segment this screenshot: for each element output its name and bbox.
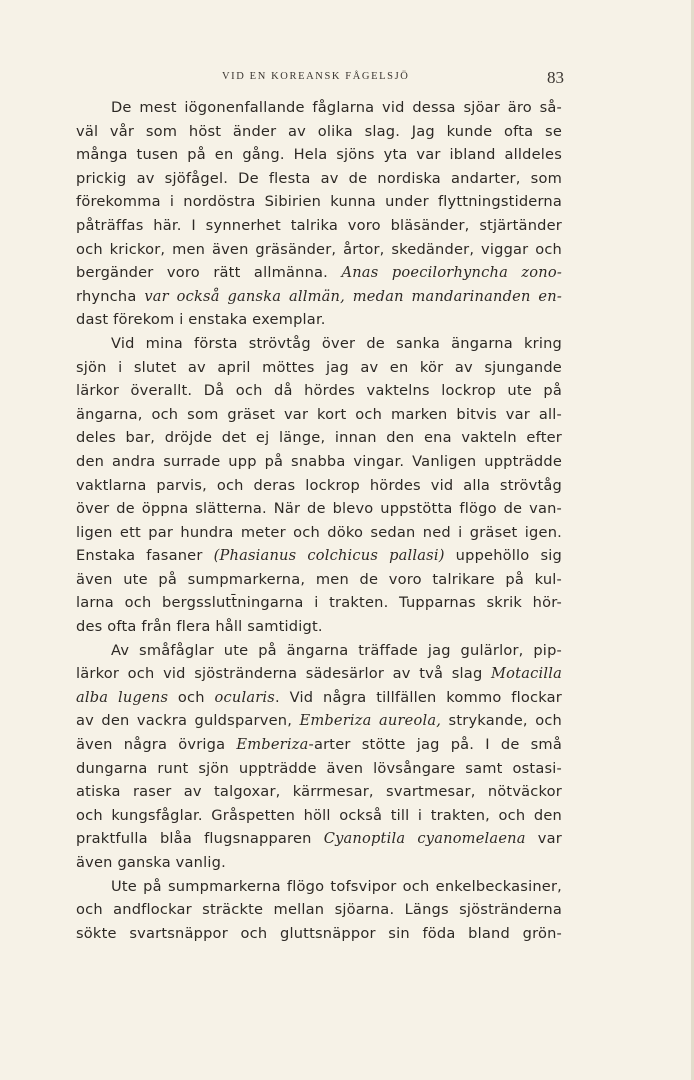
text-run: De mest iögonenfallande fåglarna vid dessa sjöar äro så- <box>111 99 562 116</box>
text-line <box>76 308 562 332</box>
text-line <box>76 238 562 262</box>
italic-text: alba lugens <box>76 688 169 706</box>
text-run: prickig av sjöfågel. De flesta av de nordiska andarter, som <box>76 169 562 187</box>
text-line <box>76 450 562 474</box>
text-run: sjön i slutet av april möttes jag av en kör av sjungande <box>76 358 562 376</box>
page-number: 83 <box>547 68 564 87</box>
text-run: och kungsfåglar. Gråspetten höll också till i trakten, och den <box>76 806 562 824</box>
text-line <box>76 544 562 568</box>
text-run: många tusen på en gång. Hela sjöns yta var ibland alldeles <box>76 146 562 164</box>
text-line <box>76 332 562 356</box>
text-run: och andflockar sträckte mellan sjöarna. Längs sjöstränderna <box>76 901 562 919</box>
text-run: ängarna, och som gräset var kort och marken bitvis var all- <box>76 405 562 423</box>
text-line <box>76 875 562 899</box>
text-line <box>76 214 562 238</box>
text-line <box>76 662 562 686</box>
italic-text: Anas poecilorhyncha zono- <box>341 264 562 282</box>
text-run: vaktlarna parvis, och deras lockrop hördes vid alla strövtåg <box>76 476 562 494</box>
text-line <box>76 143 562 167</box>
text-line <box>76 615 562 639</box>
text-run: över de öppna slätterna. När de blevo uppstötta flögo de van- <box>76 500 562 518</box>
text-line <box>76 804 562 828</box>
text-run: des ofta från flera håll samtidigt. <box>76 618 323 636</box>
text-run: rhyncha <box>76 287 137 305</box>
text-line <box>76 261 562 285</box>
italic-text: var också ganska allmän, medan mandarinanden en- <box>136 287 562 305</box>
text-line <box>76 497 562 521</box>
text-run: strykande, och <box>441 712 562 730</box>
text-run: lärkor och vid sjöstränderna sädesärlor av två slag <box>76 665 492 683</box>
text-line <box>76 591 562 615</box>
italic-text: Motacilla <box>491 665 562 683</box>
text-line <box>76 474 562 498</box>
text-line <box>76 96 562 120</box>
text-run: -arter stötte jag på. I de små <box>308 736 562 754</box>
text-line <box>76 521 562 545</box>
text-line <box>76 851 562 875</box>
text-run: lärkor överallt. Då och då hördes vaktelns lockrop ute på <box>76 382 562 400</box>
text-line <box>76 780 562 804</box>
text-run: av den vackra guldsparven, <box>76 712 300 730</box>
text-line <box>76 709 562 733</box>
text-line <box>76 379 562 403</box>
text-run: även ute på sumpmarkerna, men de voro talrikare på kul- <box>76 570 562 588</box>
text-line <box>76 898 562 922</box>
text-line <box>76 120 562 144</box>
text-line <box>76 922 562 946</box>
text-run: påträffas här. I synnerhet talrika voro bläsänder, stjärtänder <box>76 216 562 234</box>
paragraph <box>76 332 562 639</box>
text-line <box>76 757 562 781</box>
text-run: den andra surrade upp på snabba vingar. Vanligen uppträdde <box>76 452 562 470</box>
italic-text: Emberiza aureola, <box>299 712 442 730</box>
text-run: Ute på sumpmarkerna flögo tofsvipor och enkelbeckasiner, <box>111 877 562 895</box>
text-run: Vid mina första strövtåg över de sanka ängarna kring <box>111 334 562 352</box>
text-line <box>76 167 562 191</box>
text-run: praktfulla blåa flugsnapparen <box>76 830 324 848</box>
text-run: Av småfåglar ute på ängarna träffade jag gulärlor, pip- <box>111 641 562 659</box>
text-run: sökte svartsnäppor och gluttsnäppor sin föda bland grön- <box>76 924 562 942</box>
body-text <box>76 96 562 945</box>
text-run: var <box>525 830 562 848</box>
paragraph <box>76 96 562 332</box>
text-run: deles bar, dröjde det ej länge, innan den ena vakteln efter <box>76 429 562 447</box>
text-run: även ganska vanlig. <box>76 854 226 871</box>
text-run: även några övriga <box>76 736 237 754</box>
text-line <box>76 639 562 663</box>
paragraph <box>76 875 562 946</box>
text-run: Enstaka fasaner <box>76 547 214 565</box>
text-run: förekomma i nordöstra Sibirien kunna under flyttningstiderna <box>76 193 562 211</box>
text-run: och krickor, men även gräsänder, årtor, skedänder, viggar och <box>76 240 562 258</box>
text-line <box>76 426 562 450</box>
running-head: VID EN KOREANSK FÅGELSJÖ <box>222 71 410 82</box>
italic-text: ocularis <box>214 688 275 706</box>
text-line <box>76 686 562 710</box>
text-run: dast förekom i enstaka exemplar. <box>76 311 326 329</box>
text-line <box>76 568 562 592</box>
text-line <box>76 356 562 380</box>
text-run: larna och bergsslutt̄ningarna i trakten. Tupparnas skrik hör- <box>76 594 562 612</box>
text-line <box>76 403 562 427</box>
italic-text: (Phasianus colchicus pallasi) <box>213 547 445 565</box>
text-run: dungarna runt sjön uppträdde även lövsångare samt ostasi- <box>76 759 562 777</box>
text-line <box>76 190 562 214</box>
page-header <box>0 68 694 90</box>
text-run: ligen ett par hundra meter och döko sedan ned i gräset igen. <box>76 523 562 541</box>
text-run: väl vår som höst änder av olika slag. Jag kunde ofta se <box>76 122 562 140</box>
italic-text: Cyanoptila cyanomelaena <box>323 830 526 848</box>
text-run: uppehöllo sig <box>444 547 562 565</box>
text-line <box>76 733 562 757</box>
text-run: bergänder voro rätt allmänna. <box>76 264 342 282</box>
paragraph <box>76 639 562 875</box>
text-line <box>76 827 562 851</box>
text-run: . Vid några tillfällen kommo flockar <box>275 688 562 706</box>
italic-text: Emberiza <box>236 736 309 754</box>
text-run: atiska raser av talgoxar, kärrmesar, svartmesar, nötväckor <box>76 783 562 801</box>
text-line <box>76 285 562 309</box>
text-run: och <box>168 688 215 706</box>
